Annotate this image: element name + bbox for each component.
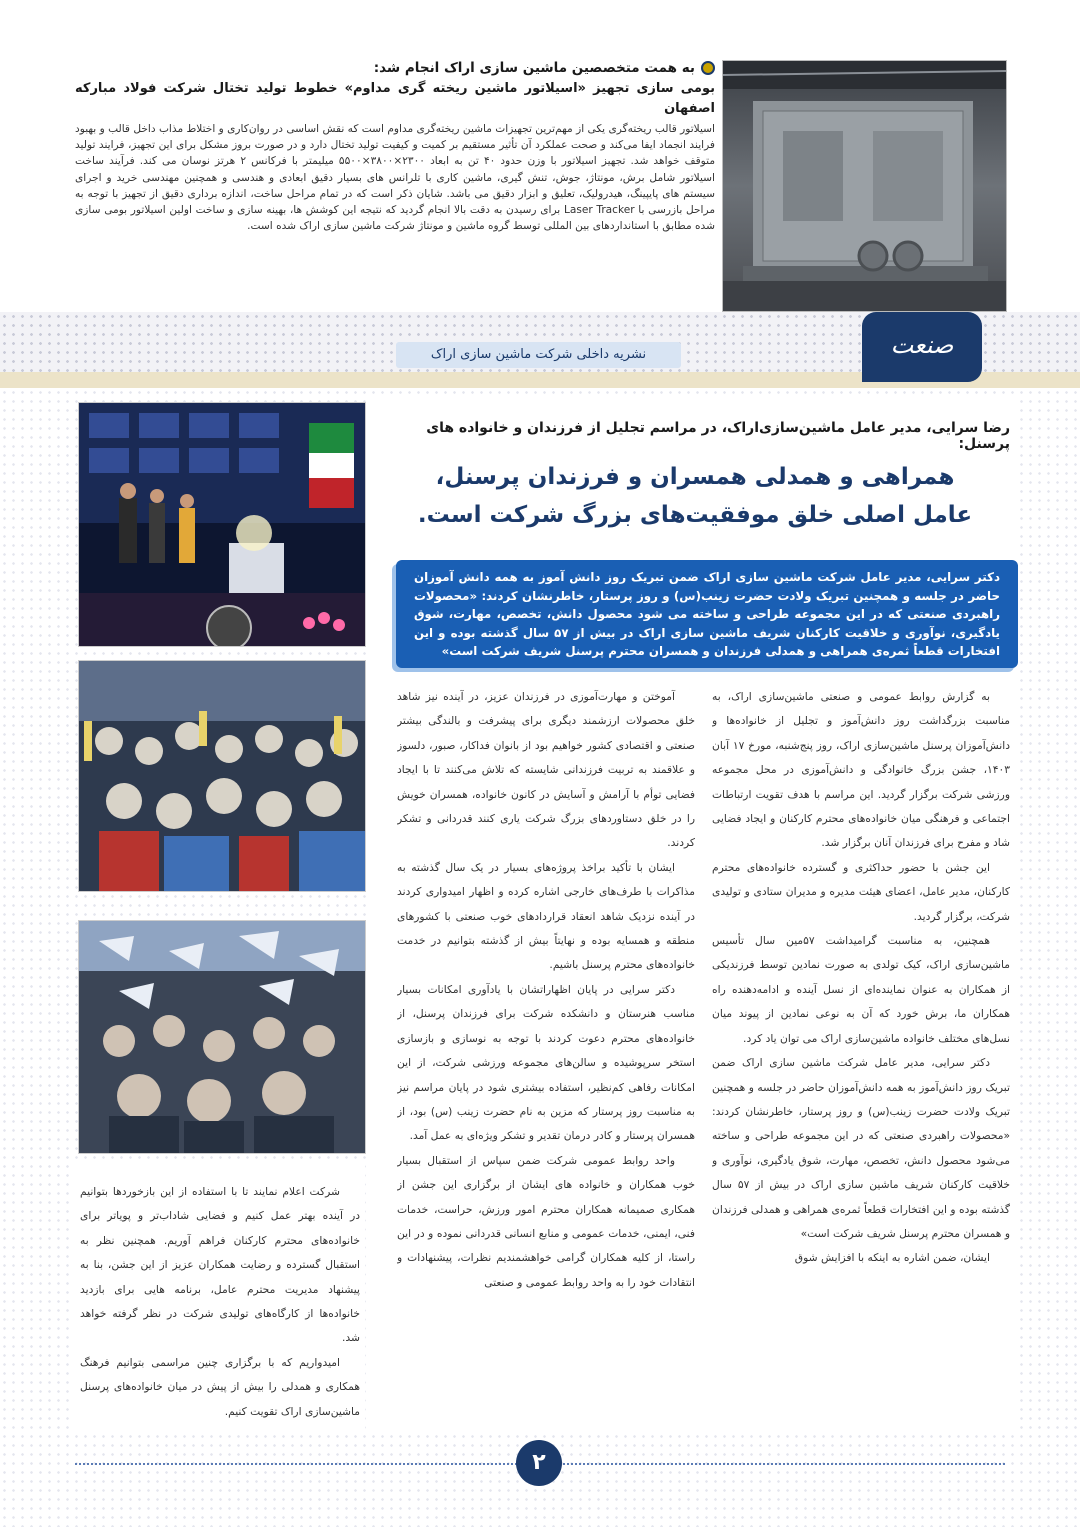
publication-logo-text: صنعت xyxy=(890,331,954,359)
publication-logo xyxy=(862,312,982,382)
paragraph: ایشان با تأکید براخذ پروژه‌های بسیار در یک سال گذشته به مذاکرات با طرف‌های خارجی اشاره کرده و اظهار امیدواری کردند در آینده نزدیک شاهد انعقاد قراردادهای خوب صنعتی با کشورهای منطقه و همسایه بوده و نهایتاً بیش از گذشته بتوانیم در خدمت خانواده‌های محترم پرسنل باشیم. xyxy=(397,860,695,972)
bullet-dot-icon xyxy=(701,61,715,75)
article-column-right xyxy=(712,685,1010,1435)
page-number: ۲ xyxy=(532,1450,546,1475)
main-headline-line-2: عامل اصلی خلق موفقیت‌های بزرگ شرکت است. xyxy=(417,502,973,528)
top-article-kicker-text: به همت متخصصین ماشین سازی اراک انجام شد: xyxy=(373,60,695,76)
children-crowd-photo xyxy=(78,660,366,892)
top-article-headline: بومی سازی تجهیز «اسیلاتور ماشین ریخته گری مداوم» خطوط تولید تختال شرکت فولاد مبارکه اصفهان xyxy=(75,81,715,116)
ceremony-stage-photo xyxy=(78,402,366,647)
flag-waving-crowd-photo xyxy=(78,920,366,1154)
pull-quote-text: دکتر سرایی، مدیر عامل شرکت ماشین سازی اراک ضمن تبریک روز دانش آموز به همه دانش آموزان حاضر در جلسه و همچنین تبریک ولادت حضرت زینب(س) و روز پرستار، خاطرنشان کردند: «محصولات راهبردی صنعتی که در این مجموعه طراحی و ساخته می شود محصول دانش، تخصص، مهارت، شوق یادگیری، نوآوری و خلاقیت کارکنان شریف ماشین سازی اراک در بیش از ۵۷ سال گذشته بوده و این افتخارات قطعاً ثمره‌ی همراهی و همدلی فرزندان و همسران محترم پرسنل شریف شرکت است» xyxy=(414,570,1000,659)
pull-quote-box xyxy=(396,560,1018,668)
paragraph: دکتر سرایی، مدیر عامل شرکت ماشین سازی اراک ضمن تبریک روز دانش‌آموز به همه دانش‌آموزان حاضر در جلسه و همچنین تبریک ولادت حضرت زینب(س) و روز پرستار، خاطرنشان کردند: «محصولات راهبردی صنعتی که در این مجموعه طراحی و ساخته می‌شود محصول دانش، تخصص، مهارت، شوق یادگیری، نوآوری و خلاقیت کارکنان شریف ماشین سازی اراک در بیش از ۵۷ سال گذشته بوده و این افتخارات قطعاً ثمره‌ی همراهی و همدلی فرزندان و همسران محترم پرسنل شریف شرکت است» xyxy=(712,1056,1010,1240)
top-article-body: اسیلاتور قالب ریخته‌گری یکی از مهم‌ترین تجهیزات ماشین ریخته‌گری مداوم است که نقش اساسی در روان‌کاری و اختلاط مذاب داخل قالب و بهبود فرایند انجماد ایفا می‌کند و صحت عملکرد آن تأثیر مستقیم بر کمیت و کیفیت تولید تختال دارد و در صورت بروز مشکل برای این تجهیز، فرایند تولید متوقف خواهد شد. تجهیز اسیلاتور با وزن حدود ۴۰ تن به ابعاد ۲۳۰۰×۳۸۰۰×۵۵۰۰ میلیمتر با فرکانس ۲ هرتز نوسان می کند. فرآیند ساخت اسیلاتور شامل برش، مونتاژ، جوش، تنش گیری، ماشین کاری با تلرانس های بسیار دقیق ابعادی و هندسی و همچنین مهندسی خرید و اجرای سیستم های پایپینگ، هیدرولیک، تعلیق و ابزار دقیق می باشد. شایان ذکر است که در تمام مراحل ساخت، اندازه برداری دقیق از تجهیز با توجه به مراحل بازرسی با Laser Tracker برای رسیدن به دقت بالا انجام گردید که نتیجه این کوشش ها، بهینه سازی و ساخت اولین اسیلاتور بومی سازی شده مطابق با استانداردهای بین المللی توسط گروه ماشین و مونتاژ شرکت ماشین سازی اراک شده است. xyxy=(75,123,716,233)
paragraph: آموختن و مهارت‌آموزی در فرزندان عزیز، در آینده نیز شاهد خلق محصولات ارزشمند دیگری برای پیشرفت و بالندگی بیشتر صنعتی و اقتصادی کشور خواهیم بود از بانوان فداکار، صبور، دلسوز و علاقمند به تربیت فرزندانی شایسته که تلاش می‌کنند تا با ایجاد فضایی توأم با آرامش و آسایش در کانون خانواده، همسران خویش را در خلق دستاوردهای بزرگ شرکت یاری کنند قدردانی و تشکر کردند. xyxy=(397,690,695,850)
paragraph: واحد روابط عمومی شرکت ضمن سپاس از استقبال بسیار خوب همکاران و خانواده های ایشان از برگزاری این جشن از همکاری صمیمانه همکاران محترم امور ورزش، حراست، خدمات فنی، ایمنی، خدمات عمومی و منابع انسانی قدردانی نموده و در این راستا، از کلیه همکاران گرامی خواهشمندیم نظرات، پیشنهادات و انتقادات خود را به واحد روابط عمومی و صنعتی xyxy=(397,1153,695,1289)
paragraph: دکتر سرایی در پایان اظهاراتشان با یادآوری امکانات بسیار مناسب هنرستان و دانشکده شرکت برای فرزندان پرسنل، از خانواده‌های محترم دعوت کردند با توجه به نوسازی و بازسازی استخر سرپوشیده و سالن‌های مجموعه ورزشی شرکت، از این امکانات رفاهی کم‌نظیر، استفاده بیشتری شود در پایان مراسم نیز به مناسبت روز پرستار که مزین به نام حضرت زینب (س) بود، از همسران پرستار و کادر درمان تقدیر و تشکر ویژه‌ای به عمل آمد. xyxy=(397,982,695,1143)
tagline-box xyxy=(396,342,681,368)
paragraph: ایشان، ضمن اشاره به اینکه با افزایش شوق xyxy=(794,1251,990,1265)
paragraph: امیدواریم که با برگزاری چنین مراسمی بتوانیم فرهنگ همکاری و همدلی را بیش از پیش در میان خانواده‌های پرسنل ماشین‌سازی اراک تقویت کنیم. xyxy=(80,1355,360,1418)
top-article xyxy=(75,60,715,305)
oscillator-photo xyxy=(722,60,1007,312)
page-number-badge xyxy=(516,1440,562,1486)
publication-tagline: نشریه داخلی شرکت ماشین سازی اراک xyxy=(430,347,647,362)
paragraph: همچنین، به مناسبت گرامیداشت ۵۷مین سال تأسیس ماشین‌سازی اراک، کیک تولدی به صورت نمادین توسط فرزندیکی از همکاران به عنوان نماینده‌ای از نسل آینده و ادامه‌دهنده راه همکاران ما، برش خورد که آن به نوعی نمادین از پیوند میان نسل‌های مختلف خانواده ماشین‌سازی اراک می توان یاد کرد. xyxy=(712,934,1010,1045)
main-article-headline xyxy=(380,458,1010,534)
paragraph: به گزارش روابط عمومی و صنعتی ماشین‌سازی اراک، به مناسبت بزرگداشت روز دانش‌آموز و تجلیل از خانواده‌ها و دانش‌آموزان پرسنل ماشین‌سازی اراک، روز پنج‌شنبه، مورخ ۱۷ آبان ۱۴۰۳، جشن بزرگ خانوادگی و دانش‌آموزی در محل مجموعه ورزشی شرکت برگزار گردید. این مراسم با هدف تقویت ارتباطات اجتماعی و فرهنگی میان خانواده‌های محترم کارکنان و ایجاد فضایی شاد و مفرح برای فرزندان آنان برگزار شد. xyxy=(712,690,1010,850)
main-headline-line-1: همراهی و همدلی همسران و فرزندان پرسنل، xyxy=(435,464,955,490)
article-column-middle xyxy=(397,685,695,1435)
paragraph: این جشن با حضور حداکثری و گسترده خانواده‌های محترم کارکنان، مدیر عامل، اعضای هیئت مدیره و مدیران ستادی و تولیدی شرکت، برگزار گردید. xyxy=(712,860,1010,923)
paragraph: شرکت اعلام نمایند تا با استفاده از این بازخوردها بتوانیم در آینده بهتر عمل کنیم و فضایی شاداب‌تر و پویاتر برای خانواده‌های محترم کارکنان فراهم آوریم. همچنین نظر به استقبال گسترده و رضایت همکاران عزیز از این جشن، بنا به پیشنهاد مدیریت محترم عامل، برنامه هایی برای بازدید خانواده‌ها از کارگاه‌های تولیدی شرکت در نظر گرفته خواهد شد. xyxy=(80,1185,360,1345)
article-column-left xyxy=(80,1180,360,1440)
top-article-kicker xyxy=(75,60,715,76)
main-article-kicker: رضا سرایی، مدیر عامل ماشین‌سازی‌اراک، در مراسم تجلیل از فرزندان و خانواده های پرسنل: xyxy=(426,420,1010,452)
